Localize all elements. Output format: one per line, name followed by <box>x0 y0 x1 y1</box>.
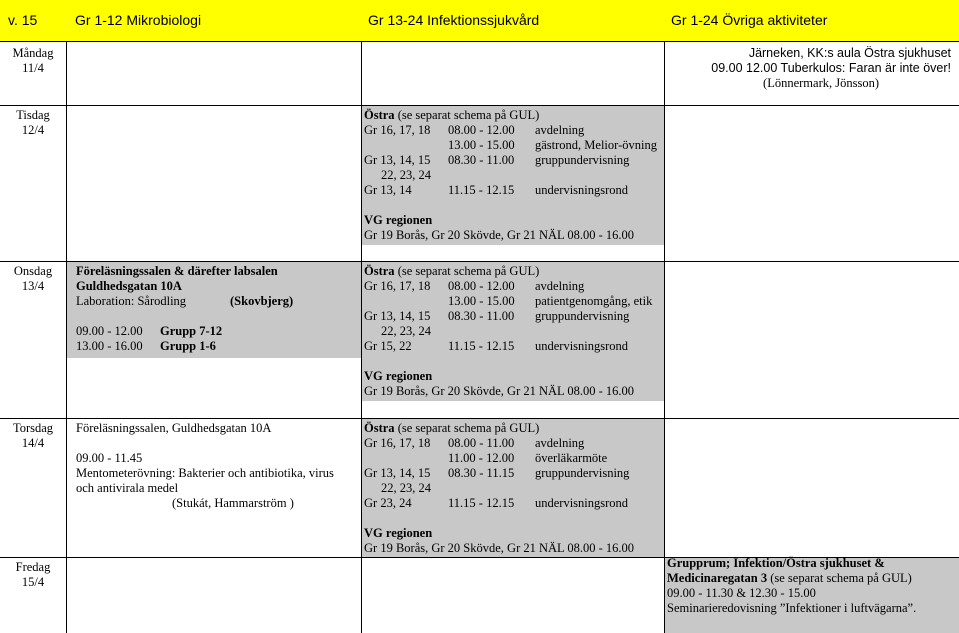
day-label-thursday: Torsdag <box>12 421 54 435</box>
wed-row5-activity: undervisningsrond <box>535 339 629 353</box>
wed-row5-time: 11.15 - 12.15 <box>448 339 515 353</box>
thu-mik-lecturers: (Stukát, Hammarström ) <box>172 496 294 510</box>
fri-ovriga-time: 09.00 - 11.30 & 12.30 - 15.00 <box>667 586 816 600</box>
tue-row1-groups: Gr 16, 17, 18 <box>364 123 431 137</box>
day-label-wednesday: Onsdag <box>13 264 53 278</box>
wed-vg-heading: VG regionen <box>364 369 433 383</box>
tue-vg-line: Gr 19 Borås, Gr 20 Skövde, Gr 21 NÄL 08.00 - 16.00 <box>364 228 634 242</box>
thu-ostra-note: (se separat schema på GUL) <box>394 421 540 435</box>
thu-ostra-label: Östra <box>364 421 395 435</box>
tue-row3-activity: gruppundervisning <box>535 153 630 167</box>
thu-row5-time: 11.15 - 12.15 <box>448 496 515 510</box>
wed-mik-group1: Grupp 7-12 <box>160 324 223 338</box>
thu-row5-groups: Gr 23, 24 <box>364 496 412 510</box>
day-label-tuesday: Tisdag <box>16 108 50 122</box>
thu-mik-topic-line1: Mentometerövning: Bakterier och antibiotika, virus <box>76 466 334 480</box>
thu-row1-groups: Gr 16, 17, 18 <box>364 436 431 450</box>
thu-row5-activity: undervisningsrond <box>535 496 629 510</box>
grid-vline-3 <box>664 42 665 633</box>
wed-row3-time: 08.30 - 11.00 <box>448 309 515 323</box>
thu-row4-groups: 22, 23, 24 <box>381 481 431 495</box>
wed-row3-activity: gruppundervisning <box>535 309 630 323</box>
thu-row3-activity: gruppundervisning <box>535 466 630 480</box>
tue-row2-activity: gästrond, Melior-övning <box>535 138 657 152</box>
date-label-friday: 15/4 <box>21 575 45 589</box>
wed-ostra-heading <box>364 264 539 279</box>
thu-mik-time: 09.00 - 11.45 <box>76 451 143 465</box>
wed-row5-groups: Gr 15, 22 <box>364 339 412 353</box>
thu-row3-time: 08.30 - 11.15 <box>448 466 515 480</box>
column-header-infektion: Gr 13-24 Infektionssjukvård <box>368 12 540 28</box>
tue-vg-heading: VG regionen <box>364 213 433 227</box>
date-label-thursday: 14/4 <box>21 436 45 450</box>
tue-row1-activity: avdelning <box>535 123 585 137</box>
thu-row1-activity: avdelning <box>535 436 585 450</box>
wed-ostra-label: Östra <box>364 264 395 278</box>
wed-mik-group2: Grupp 1-6 <box>160 339 216 353</box>
tue-ostra-heading <box>364 108 539 123</box>
fri-ovriga-address: Medicinaregatan 3 <box>667 571 768 585</box>
thu-vg-heading: VG regionen <box>364 526 433 540</box>
thu-row1-time: 08.00 - 11.00 <box>448 436 515 450</box>
thu-row3-groups: Gr 13, 14, 15 <box>364 466 431 480</box>
wed-row1-time: 08.00 - 12.00 <box>448 279 515 293</box>
fri-ovriga-venue-line2 <box>667 571 912 586</box>
date-label-tuesday: 12/4 <box>21 123 45 137</box>
mon-ovriga-venue: Järneken, KK:s aula Östra sjukhuset <box>748 46 951 60</box>
week-label: v. 15 <box>8 12 38 28</box>
column-header-ovriga: Gr 1-24 Övriga aktiviteter <box>671 12 828 28</box>
tue-row3-time: 08.30 - 11.00 <box>448 153 515 167</box>
wed-vg-line: Gr 19 Borås, Gr 20 Skövde, Gr 21 NÄL 08.00 - 16.00 <box>364 384 634 398</box>
wed-row3-groups: Gr 13, 14, 15 <box>364 309 431 323</box>
wed-mik-lab-teacher: (Skovbjerg) <box>230 294 294 308</box>
wed-row2-time: 13.00 - 15.00 <box>448 294 515 308</box>
day-label-monday: Måndag <box>12 46 54 60</box>
tue-row1-time: 08.00 - 12.00 <box>448 123 515 137</box>
grid-hline-3 <box>0 418 959 419</box>
thu-mik-venue: Föreläsningssalen, Guldhedsgatan 10A <box>76 421 272 435</box>
tue-ostra-label: Östra <box>364 108 395 122</box>
fri-ovriga-note: (se separat schema på GUL) <box>767 571 912 585</box>
grid-vline-2 <box>361 42 362 633</box>
wed-row1-groups: Gr 16, 17, 18 <box>364 279 431 293</box>
tue-row5-groups: Gr 13, 14 <box>364 183 412 197</box>
tue-row5-time: 11.15 - 12.15 <box>448 183 515 197</box>
date-label-monday: 11/4 <box>22 61 44 75</box>
fri-ovriga-venue: Grupprum; Infektion/Östra sjukhuset & <box>667 556 885 570</box>
wed-mik-venue: Föreläsningssalen & därefter labsalen <box>76 264 278 278</box>
grid-hline-2 <box>0 261 959 262</box>
tue-row3-groups: Gr 13, 14, 15 <box>364 153 431 167</box>
wed-mik-time2: 13.00 - 16.00 <box>76 339 143 353</box>
wed-mik-lab-title: Laboration: Sårodling <box>76 294 187 308</box>
date-label-wednesday: 13/4 <box>21 279 45 293</box>
day-label-friday: Fredag <box>15 560 51 574</box>
tue-ostra-note: (se separat schema på GUL) <box>394 108 540 122</box>
grid-hline-1 <box>0 105 959 106</box>
wed-mik-time1: 09.00 - 12.00 <box>76 324 143 338</box>
thu-row2-activity: överläkarmöte <box>535 451 608 465</box>
tue-row4-groups: 22, 23, 24 <box>381 168 431 182</box>
tue-row5-activity: undervisningsrond <box>535 183 629 197</box>
fri-ovriga-topic: Seminarieredovisning ”Infektioner i luftvägarna”. <box>667 601 917 615</box>
thu-row2-time: 11.00 - 12.00 <box>448 451 515 465</box>
column-header-mikrobiologi: Gr 1-12 Mikrobiologi <box>75 12 202 28</box>
wed-row2-activity: patientgenomgång, etik <box>535 294 653 308</box>
wed-row1-activity: avdelning <box>535 279 585 293</box>
grid-vline-1 <box>66 42 67 633</box>
thu-vg-line: Gr 19 Borås, Gr 20 Skövde, Gr 21 NÄL 08.00 - 16.00 <box>364 541 634 555</box>
thu-ostra-heading <box>364 421 539 436</box>
mon-ovriga-lecturers: (Lönnermark, Jönsson) <box>763 76 879 90</box>
wed-mik-address: Guldhedsgatan 10A <box>76 279 182 293</box>
wed-ostra-note: (se separat schema på GUL) <box>394 264 540 278</box>
mon-ovriga-time-topic: 09.00 12.00 Tuberkulos: Faran är inte över! <box>711 61 951 75</box>
thu-mik-topic-line2: och antivirala medel <box>76 481 179 495</box>
wed-row4-groups: 22, 23, 24 <box>381 324 431 338</box>
tue-row2-time: 13.00 - 15.00 <box>448 138 515 152</box>
